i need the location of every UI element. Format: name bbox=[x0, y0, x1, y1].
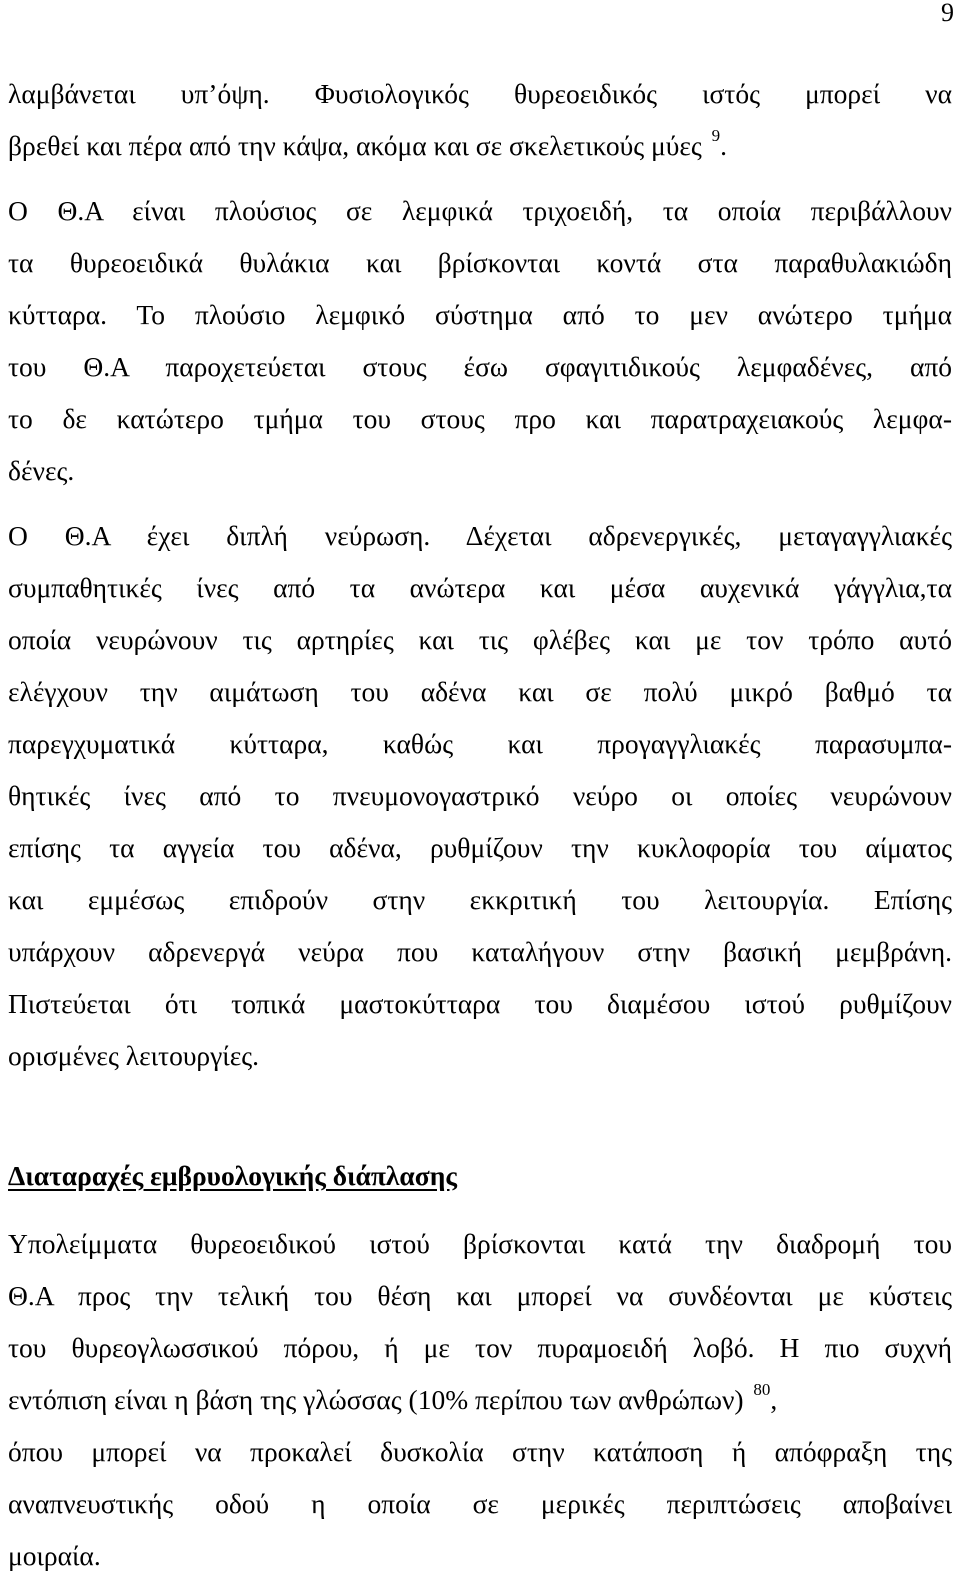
text-line: Ο Θ.Α έχει διπλή νεύρωση. Δέχεται αδρενεργικές, μεταγαγγλιακές bbox=[8, 520, 952, 551]
text-line bbox=[8, 126, 728, 166]
page-number: 9 bbox=[941, 0, 954, 27]
text-line: και εμμέσως επιδρούν στην εκκριτική του λειτουργία. Επίσης bbox=[8, 884, 952, 915]
text-line: οποία νευρώνουν τις αρτηρίες και τις φλέβες και με τον τρόπο αυτό bbox=[8, 624, 952, 655]
text-line: Πιστεύεται ότι τοπικά μαστοκύτταρα του διαμέσου ιστού ρυθμίζουν bbox=[8, 988, 952, 1019]
text-line bbox=[8, 1380, 778, 1420]
footnote-reference: 80 bbox=[753, 1380, 771, 1399]
text-line: ελέγχουν την αιμάτωση του αδένα και σε πολύ μικρό βαθμό τα bbox=[8, 676, 952, 707]
text-line: του θυρεογλωσσικού πόρου, ή με τον πυραμοειδή λοβό. Η πιο συχνή bbox=[8, 1332, 952, 1363]
text-line: κύτταρα. Το πλούσιο λεμφικό σύστημα από το μεν ανώτερο τμήμα bbox=[8, 299, 952, 330]
text-run: εντόπιση είναι η βάση της γλώσσας (10% περίπου των ανθρώπων) bbox=[8, 1384, 751, 1415]
text-line: παρεγχυματικά κύτταρα, καθώς και προγαγγλιακές παρασυμπα- bbox=[8, 728, 952, 759]
text-line: συμπαθητικές ίνες από τα ανώτερα και μέσα αυχενικά γάγγλια,τα bbox=[8, 572, 952, 603]
text-run: , bbox=[770, 1384, 778, 1415]
text-line: δένες. bbox=[8, 455, 75, 486]
text-line: Θ.Α προς την τελική του θέση και μπορεί να συνδέονται με κύστεις bbox=[8, 1280, 952, 1311]
text-line: λαμβάνεται υπ’όψη. Φυσιολογικός θυρεοειδικός ιστός μπορεί να bbox=[8, 78, 952, 109]
footnote-reference: 9 bbox=[711, 126, 721, 145]
text-line: αναπνευστικής οδού η οποία σε μερικές περιπτώσεις αποβαίνει bbox=[8, 1488, 952, 1519]
text-line: Ο Θ.Α είναι πλούσιος σε λεμφικά τριχοειδή, τα οποία περιβάλλουν bbox=[8, 195, 952, 226]
text-line: το δε κατώτερο τμήμα του στους προ και παρατραχειακούς λεμφα- bbox=[8, 403, 952, 434]
text-line: του Θ.Α παροχετεύεται στους έσω σφαγιτιδικούς λεμφαδένες, από bbox=[8, 351, 952, 382]
text-line: όπου μπορεί να προκαλεί δυσκολία στην κατάποση ή απόφραξη της bbox=[8, 1436, 952, 1467]
text-line: τα θυρεοειδικά θυλάκια και βρίσκονται κοντά στα παραθυλακιώδη bbox=[8, 247, 952, 278]
text-run: βρεθεί και πέρα από την κάψα, ακόμα και σε σκελετικούς μύες bbox=[8, 130, 709, 161]
text-line: θητικές ίνες από το πνευμονογαστρικό νεύρο οι οποίες νευρώνουν bbox=[8, 780, 952, 811]
text-line: υπάρχουν αδρενεργά νεύρα που καταλήγουν στην βασική μεμβράνη. bbox=[8, 936, 952, 967]
text-line: ορισμένες λειτουργίες. bbox=[8, 1040, 260, 1071]
text-line: μοιραία. bbox=[8, 1540, 101, 1571]
text-line: επίσης τα αγγεία του αδένα, ρυθμίζουν την κυκλοφορία του αίματος bbox=[8, 832, 952, 863]
section-heading: Διαταραχές εμβρυολογικής διάπλασης bbox=[8, 1160, 457, 1191]
text-run: . bbox=[720, 130, 728, 161]
text-line: Υπολείμματα θυρεοειδικού ιστού βρίσκονται κατά την διαδρομή του bbox=[8, 1228, 952, 1259]
